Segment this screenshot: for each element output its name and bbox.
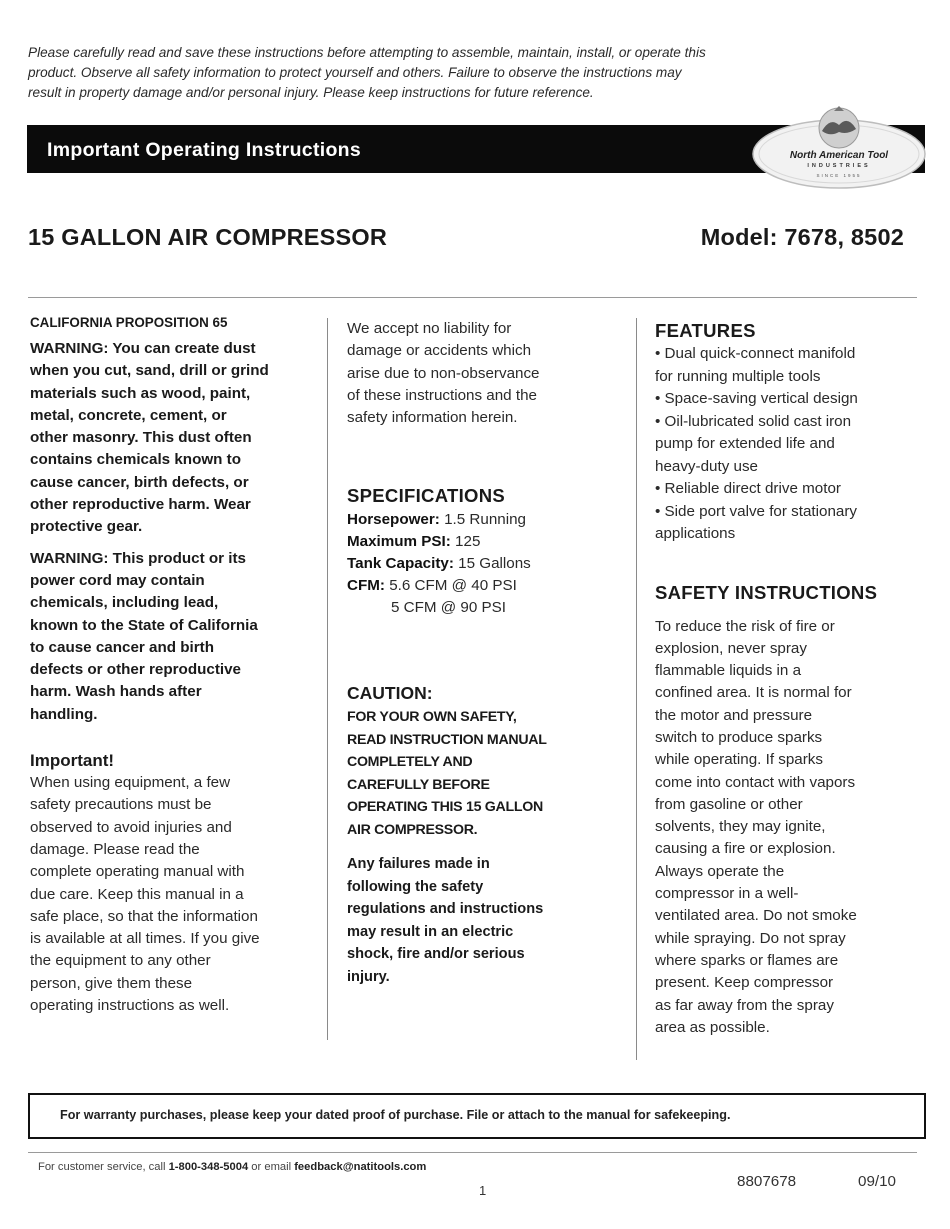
text-line: safety precautions must be	[30, 796, 212, 814]
text-line: To reduce the risk of fire or	[655, 617, 835, 635]
caution-text	[347, 706, 609, 841]
text-line: compressor in a well-	[655, 885, 799, 903]
spec-label: Tank Capacity:	[347, 555, 454, 573]
text-line: solvents, they may ignite,	[655, 818, 826, 836]
list-item: pump for extended life and	[655, 435, 835, 452]
text-line: flammable liquids in a	[655, 662, 802, 680]
text-line: the motor and pressure	[655, 706, 813, 724]
list-item: • Oil-lubricated solid cast iron	[655, 412, 852, 430]
divider	[28, 1152, 917, 1153]
features-heading: FEATURES	[655, 320, 756, 341]
text-line: complete operating manual with	[30, 863, 245, 881]
spec-label: CFM:	[347, 577, 385, 595]
column-left	[30, 315, 320, 1017]
title-banner	[27, 125, 925, 178]
text-line: to cause cancer and birth	[30, 638, 214, 656]
text-line: Always operate the	[655, 862, 785, 880]
text-line: confined area. It is normal for	[655, 684, 852, 702]
text-line: when you cut, sand, drill or grind	[30, 362, 269, 380]
list-item: • Dual quick-connect manifold	[655, 345, 856, 362]
safety-paragraph	[655, 616, 917, 1040]
text-line: AIR COMPRESSOR.	[347, 821, 478, 838]
text-line: person, give them these	[30, 974, 193, 992]
text-line: chemicals, including lead,	[30, 594, 219, 612]
text-line: may result in an electric	[347, 923, 514, 940]
text-line: arise due to non-observance	[347, 364, 540, 382]
text-line: area as possible.	[655, 1018, 770, 1036]
text-line: protective gear.	[30, 518, 143, 536]
spec-cfm-2	[347, 597, 609, 619]
spec-value: 15 Gallons	[458, 555, 531, 573]
email-address: feedback@natitools.com	[294, 1161, 427, 1173]
spec-tank-capacity	[347, 553, 609, 575]
intro-paragraph	[28, 43, 918, 103]
text-line: while operating. If sparks	[655, 751, 823, 769]
text-line: come into contact with vapors	[655, 773, 856, 791]
text-line: harm. Wash hands after	[30, 683, 202, 701]
text-line: the equipment to any other	[30, 952, 211, 970]
warning-dust	[30, 338, 320, 539]
model-number: Model: 7678, 8502	[700, 224, 904, 250]
divider	[28, 297, 917, 298]
spec-horsepower	[347, 509, 609, 531]
text-line: We accept no liability for	[347, 320, 512, 337]
text-line: When using equipment, a few	[30, 774, 231, 792]
logo-subtitle: INDUSTRIES	[807, 163, 871, 169]
failure-warning	[347, 853, 609, 987]
text-line: regulations and instructions	[347, 901, 544, 918]
customer-service-line	[38, 1161, 426, 1173]
text-line: present. Keep compressor	[655, 974, 834, 992]
spec-value: 5 CFM @ 90 PSI	[391, 599, 507, 617]
text-line: is available at all times. If you give	[30, 930, 260, 948]
liability-paragraph	[347, 318, 609, 429]
text-line: where sparks or flames are	[655, 951, 839, 969]
intro-line: result in property damage and/or personal injury. Please keep instructions for future reference.	[28, 85, 594, 100]
intro-line: Please carefully read and save these instructions before attempting to assemble, maintain, install, or operate this	[28, 45, 706, 60]
text-line: READ INSTRUCTION MANUAL	[347, 731, 547, 748]
text-line: defects or other reproductive	[30, 661, 241, 679]
column-right	[655, 320, 917, 1039]
list-item: • Space-saving vertical design	[655, 390, 858, 407]
text-line: other masonry. This dust often	[30, 429, 252, 447]
spec-value: 5.6 CFM @ 40 PSI	[389, 577, 517, 595]
text-line: following the safety	[347, 878, 484, 895]
text-line: known to the State of California	[30, 616, 258, 634]
caution-heading: CAUTION:	[347, 683, 433, 704]
text-line: FOR YOUR OWN SAFETY,	[347, 709, 517, 726]
list-item: • Reliable direct drive motor	[655, 480, 841, 497]
warning-lead	[30, 548, 320, 726]
features-list	[655, 343, 917, 546]
column-divider	[636, 318, 637, 1060]
important-heading: Important!	[30, 751, 115, 771]
text-line: CAREFULLY BEFORE	[347, 776, 490, 793]
spec-max-psi	[347, 531, 609, 553]
column-divider	[327, 318, 328, 1040]
text-line: observed to avoid injuries and	[30, 818, 232, 836]
text-line: cause cancer, birth defects, or	[30, 473, 249, 491]
logo-name: North American Tool	[789, 150, 889, 161]
text-line: contains chemicals known to	[30, 451, 241, 469]
footer-text: For customer service, call	[38, 1161, 169, 1173]
text-line: damage. Please read the	[30, 840, 200, 858]
text-line: injury.	[347, 968, 390, 985]
text-line: safety information herein.	[347, 409, 518, 427]
text-line: COMPLETELY AND	[347, 754, 473, 771]
logo-emblem-icon	[750, 105, 928, 191]
product-title: 15 GALLON AIR COMPRESSOR	[28, 224, 388, 250]
text-line: of these instructions and the	[347, 386, 537, 404]
brand-logo	[750, 105, 928, 191]
page-number: 1	[479, 1183, 487, 1198]
column-middle	[347, 318, 609, 988]
text-line: from gasoline or other	[655, 795, 803, 813]
banner-title: Important Operating Instructions	[47, 139, 362, 161]
logo-since: SINCE 1955	[816, 173, 862, 178]
text-line: ventilated area. Do not smoke	[655, 907, 857, 925]
text-line: other reproductive harm. Wear	[30, 496, 251, 514]
text-line: WARNING: You can create dust	[30, 340, 256, 357]
text-line: OPERATING THIS 15 GALLON	[347, 799, 543, 816]
warranty-notice: For warranty purchases, please keep your dated proof of purchase. File or attach to the manual for safekeeping.	[28, 1093, 926, 1139]
text-line: as far away from the spray	[655, 996, 834, 1014]
spec-label: Horsepower:	[347, 511, 440, 529]
text-line: while spraying. Do not spray	[655, 929, 846, 947]
text-line: power cord may contain	[30, 571, 205, 589]
list-item: for running multiple tools	[655, 367, 821, 385]
important-paragraph	[30, 772, 320, 1017]
text-line: Any failures made in	[347, 856, 490, 873]
phone-number: 1-800-348-5004	[168, 1161, 249, 1173]
text-line: handling.	[30, 705, 98, 723]
prop65-heading: CALIFORNIA PROPOSITION 65	[30, 315, 228, 330]
text-line: materials such as wood, paint,	[30, 384, 251, 402]
text-line: operating instructions as well.	[30, 997, 230, 1015]
spec-label: Maximum PSI:	[347, 533, 451, 551]
text-line: switch to produce sparks	[655, 728, 823, 746]
text-line: causing a fire or explosion.	[655, 840, 836, 858]
spec-cfm	[347, 575, 609, 597]
revision-date: 09/10	[858, 1173, 897, 1190]
intro-line: product. Observe all safety information to protect yourself and others. Failure to observe the instructions may	[28, 65, 682, 80]
list-item: • Side port valve for stationary	[655, 502, 858, 520]
text-line: damage or accidents which	[347, 342, 532, 360]
text-line: due care. Keep this manual in a	[30, 885, 244, 903]
text-line: safe place, so that the information	[30, 907, 258, 925]
list-item: heavy-duty use	[655, 457, 758, 475]
part-number: 8807678	[737, 1173, 797, 1190]
spec-value: 1.5 Running	[444, 511, 526, 529]
text-line: shock, fire and/or serious	[347, 946, 525, 963]
list-item: applications	[655, 525, 736, 542]
text-line: WARNING: This product or its	[30, 549, 246, 567]
safety-heading: SAFETY INSTRUCTIONS	[655, 581, 878, 603]
spec-value: 125	[455, 533, 481, 551]
footer-text: or email	[248, 1161, 295, 1173]
text-line: metal, concrete, cement, or	[30, 406, 227, 424]
text-line: explosion, never spray	[655, 639, 807, 657]
specifications-heading: SPECIFICATIONS	[347, 485, 506, 507]
